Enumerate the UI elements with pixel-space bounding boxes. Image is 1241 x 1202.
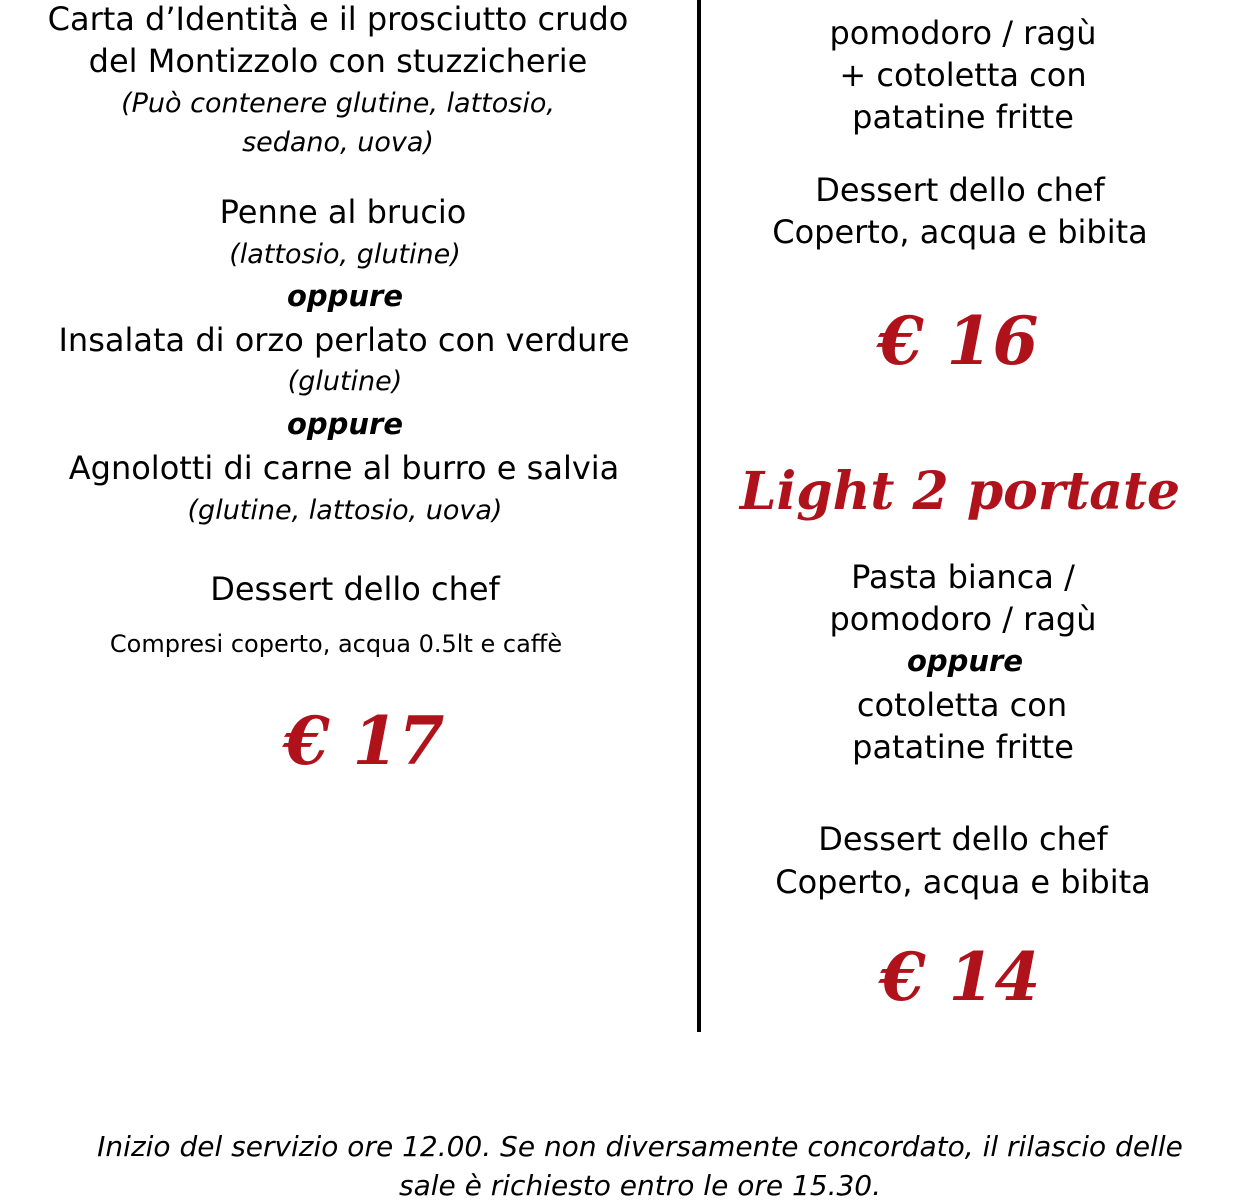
column-divider	[697, 0, 701, 1032]
right-top-line-3: patatine fritte	[852, 98, 1074, 136]
right-top-dessert: Dessert dello chef	[815, 171, 1105, 209]
light-menu-title: Light 2 portate	[739, 461, 1181, 522]
antipasto-allergens-2: sedano, uova)	[242, 127, 434, 158]
primo-penne: Penne al brucio	[219, 193, 467, 231]
oppure-label-3: oppure	[906, 644, 1024, 678]
included-items: Compresi coperto, acqua 0.5lt e caffè	[109, 630, 563, 658]
light-dessert: Dessert dello chef	[818, 820, 1108, 858]
light-line-1: Pasta bianca /	[851, 558, 1075, 596]
light-line-3: cotoletta con	[856, 686, 1068, 724]
antipasto-allergens-1: (Può contenere glutine, lattosio,	[121, 88, 555, 119]
oppure-label-1: oppure	[286, 279, 404, 313]
footer-note-line-1: Inizio del servizio ore 12.00. Se non diversamente concordato, il rilascio delle	[97, 1130, 1183, 1163]
footer-note-line-2: sale è richiesto entro le ore 15.30.	[398, 1169, 882, 1202]
light-line-2: pomodoro / ragù	[829, 600, 1097, 638]
price-light: € 14	[879, 938, 1041, 1016]
primo-insalata-allergens: (glutine)	[287, 366, 403, 397]
primo-agnolotti: Agnolotti di carne al burro e salvia	[68, 449, 620, 487]
right-top-line-2: + cotoletta con	[839, 56, 1087, 94]
oppure-label-2: oppure	[286, 407, 404, 441]
dessert-left: Dessert dello chef	[210, 570, 500, 608]
light-line-4: patatine fritte	[852, 728, 1074, 766]
right-top-line-1: pomodoro / ragù	[829, 14, 1097, 52]
antipasto-line-1: Carta d’Identità e il prosciutto crudo	[47, 0, 629, 38]
right-top-extras: Coperto, acqua e bibita	[772, 213, 1148, 251]
light-extras: Coperto, acqua e bibita	[775, 863, 1151, 901]
antipasto-line-2: del Montizzolo con stuzzicherie	[88, 42, 588, 80]
price-left: € 17	[283, 702, 445, 780]
primo-insalata: Insalata di orzo perlato con verdure	[58, 321, 630, 359]
primo-penne-allergens: (lattosio, glutine)	[229, 239, 461, 270]
primo-agnolotti-allergens: (glutine, lattosio, uova)	[187, 495, 503, 526]
price-right-top: € 16	[877, 302, 1039, 380]
